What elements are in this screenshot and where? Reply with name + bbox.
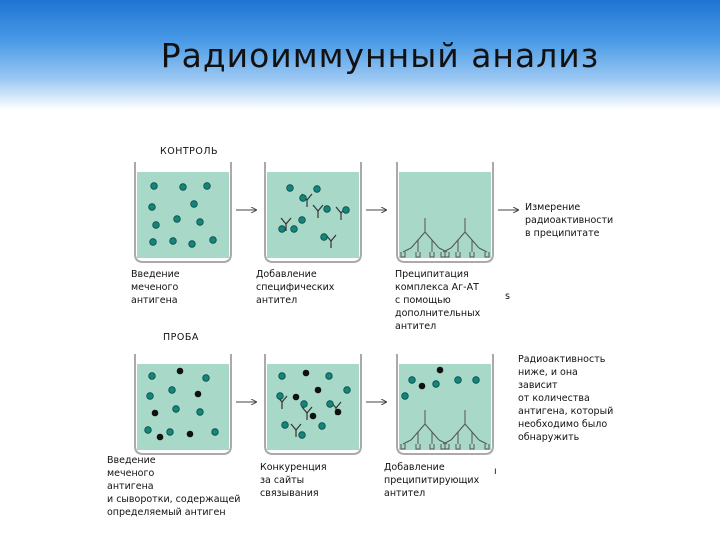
control-measure-label: Измерение радиоактивности в преципитате (525, 202, 614, 239)
control-stray-mark: s (505, 291, 510, 302)
sample-step1-label: Введение меченого антигена и сыворотки, содержащей определяемый антиген (107, 455, 241, 518)
sample-step2-label: Конкуренция за сайты связывания (260, 462, 327, 499)
page-title: Радиоиммунный анализ (160, 36, 600, 75)
control-step2-label: Добавление специфических антител (256, 269, 335, 306)
sample-step3-label: Добавление преципитирующих антител (384, 462, 480, 499)
sample-beaker-1 (135, 354, 231, 454)
sample-heading: ПРОБА (163, 332, 199, 343)
sample-beaker-3 (397, 354, 493, 454)
control-step1-label: Введение меченого антигена (131, 269, 180, 306)
control-heading: КОНТРОЛЬ (160, 146, 219, 157)
control-step3-label: Преципитация комплекса Аг-АТ с помощью дополнительных антител (395, 269, 481, 332)
sample-beaker-2 (265, 354, 361, 454)
sample-stray-mark: ı (494, 466, 497, 477)
sample-result-label: Радиоактивность ниже, и она зависит от количества антигена, который необходимо было обнаружить (518, 354, 614, 443)
control-beaker-3 (397, 162, 493, 262)
control-beaker-2 (265, 162, 361, 262)
control-beaker-1 (135, 162, 231, 262)
